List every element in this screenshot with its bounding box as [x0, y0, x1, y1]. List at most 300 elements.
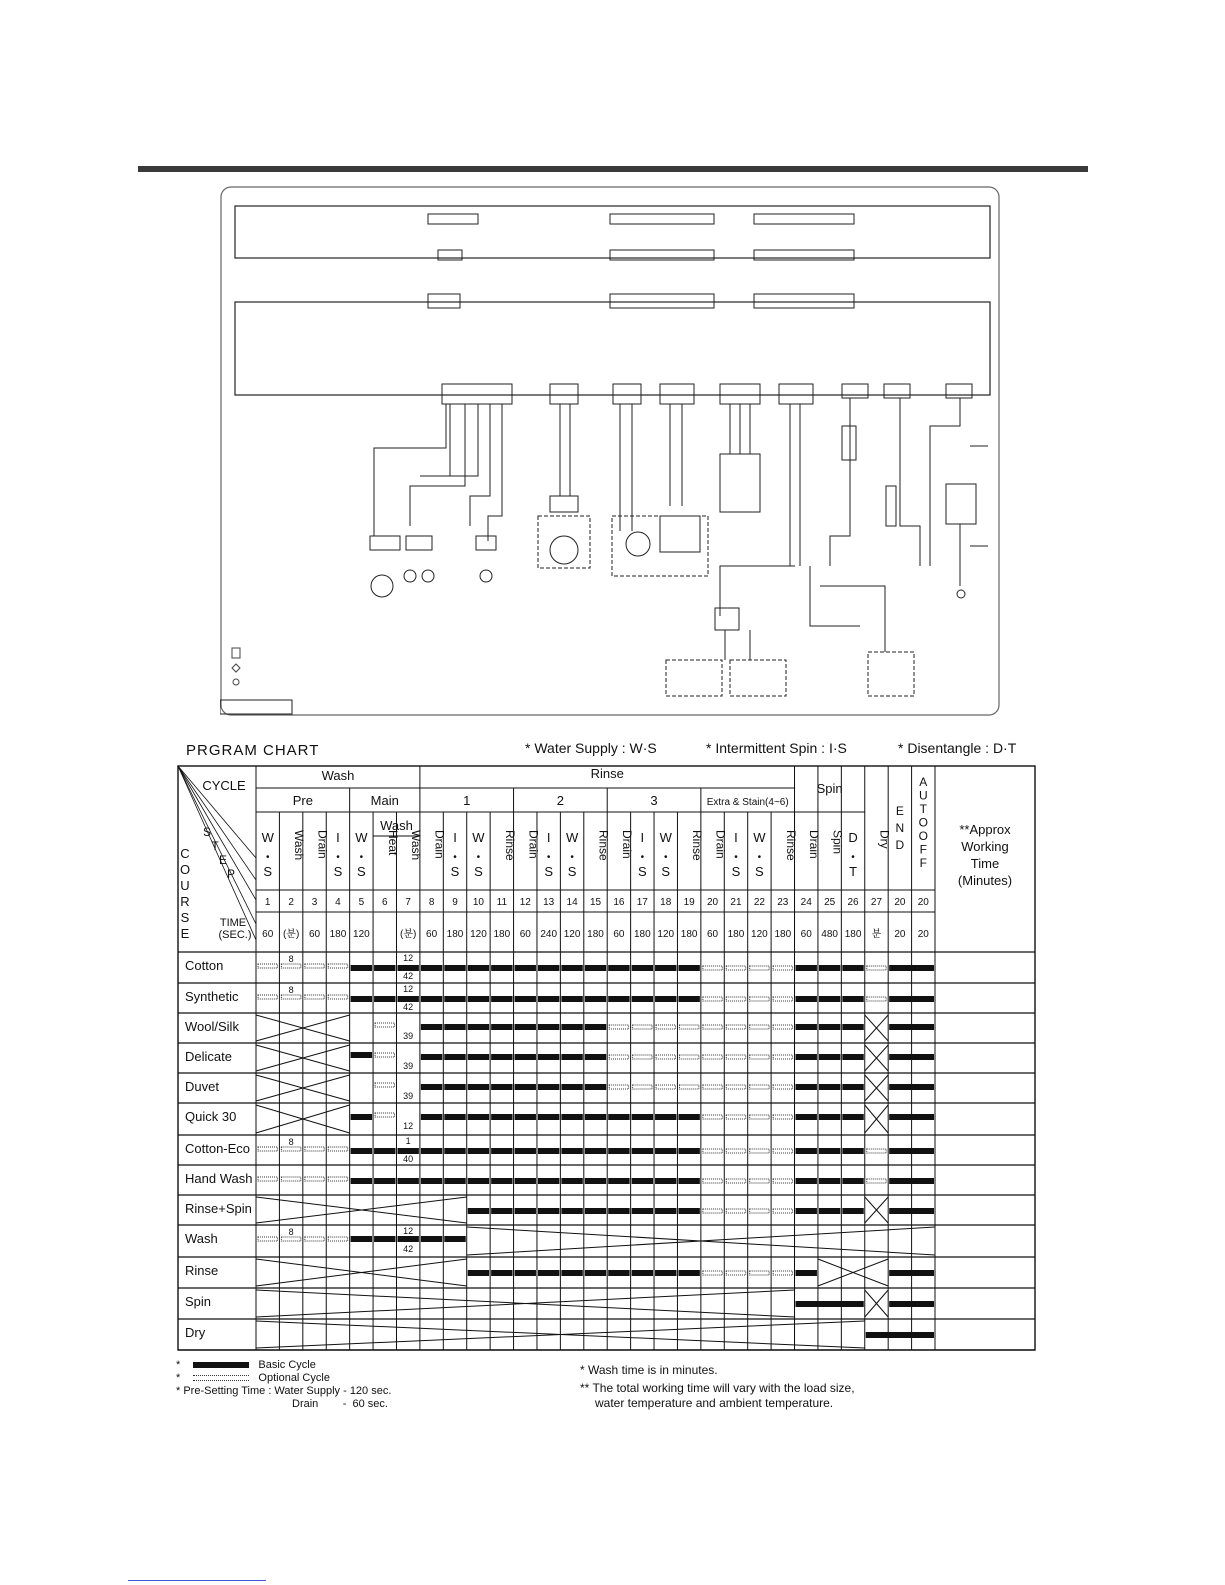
- basic-cycle-bar: [491, 965, 512, 971]
- basic-cycle-bar: [351, 996, 372, 1002]
- basic-cycle-bar: [491, 996, 512, 1002]
- step-abbrev-dot: •: [476, 852, 481, 863]
- optional-cycle-bar: [750, 1271, 769, 1275]
- step-time: 120: [657, 929, 675, 940]
- main-wash-minutes: 12: [403, 1121, 414, 1131]
- optional-cycle-bar: [773, 1179, 792, 1183]
- course-letter: S: [180, 910, 190, 925]
- optional-cycle-bar: [750, 1179, 769, 1183]
- step-number: 16: [613, 897, 625, 908]
- basic-cycle-bar: [632, 1148, 653, 1154]
- main-wash-minutes: 42: [403, 1244, 414, 1254]
- basic-cycle-bar: [351, 1178, 372, 1184]
- step-abbrev: I: [336, 830, 340, 845]
- step-time: 60: [613, 929, 625, 940]
- optional-cycle-bar: [281, 1147, 300, 1151]
- optional-cycle-bar: [750, 966, 769, 970]
- basic-cycle-bar: [796, 1208, 817, 1214]
- step-time: 180: [446, 929, 464, 940]
- course-name: Quick 30: [185, 1109, 237, 1124]
- step-abbrev: T: [849, 864, 858, 879]
- step-abbrev-dot: •: [663, 852, 668, 863]
- main-wash-label: Wash: [380, 818, 413, 833]
- step-time: 60: [800, 929, 812, 940]
- course-name: Spin: [185, 1294, 212, 1309]
- legend-basic-label: Basic Cycle: [258, 1359, 316, 1371]
- optional-cycle-bar: [679, 1025, 698, 1029]
- basic-cycle-bar: [421, 1178, 442, 1184]
- optional-cycle-bar: [328, 1177, 347, 1181]
- basic-cycle-bar: [538, 1084, 559, 1090]
- optional-cycle-bar: [750, 1085, 769, 1089]
- step-time: 20: [894, 929, 906, 940]
- basic-cycle-bar: [491, 1054, 512, 1060]
- basic-cycle-bar: [796, 1148, 817, 1154]
- note-total-time: ** The total working time will vary with the load size,: [580, 1381, 855, 1395]
- step-time: 120: [470, 929, 487, 940]
- legend-optional: * Optional Cycle: [176, 1372, 330, 1384]
- step-abbrev: I: [640, 830, 645, 845]
- basic-cycle-bar: [796, 1024, 817, 1030]
- basic-cycle-bar: [515, 1208, 536, 1214]
- optional-cycle-bar: [773, 966, 792, 970]
- basic-cycle-bar: [351, 965, 372, 971]
- basic-cycle-bar: [351, 1052, 372, 1058]
- basic-cycle-bar: [491, 1024, 512, 1030]
- step-time: 60: [308, 929, 321, 940]
- step-abbrev: W: [565, 830, 579, 845]
- step-abbrev: S: [450, 864, 460, 879]
- course-name: Duvet: [185, 1079, 219, 1094]
- note-temperature: water temperature and ambient temperature.: [595, 1396, 834, 1410]
- optional-cycle-swatch: [193, 1375, 249, 1381]
- optional-cycle-bar: [609, 1055, 628, 1059]
- basic-cycle-bar: [889, 965, 934, 971]
- basic-cycle-bar: [515, 1054, 536, 1060]
- step-number: 21: [730, 897, 742, 908]
- course-name: Hand Wash: [185, 1171, 253, 1186]
- optional-cycle-bar: [773, 1025, 792, 1029]
- optional-cycle-bar: [703, 1271, 722, 1275]
- step-abbrev: I: [546, 830, 551, 845]
- step-number: 27: [870, 897, 883, 908]
- basic-cycle-bar: [561, 996, 582, 1002]
- step-abbrev-dot: •: [570, 852, 574, 863]
- main-wash-minutes: 12: [403, 953, 414, 963]
- basic-cycle-bar: [632, 965, 653, 971]
- optional-cycle-bar: [258, 1147, 277, 1151]
- basic-cycle-bar: [842, 1148, 863, 1154]
- step-label: Rinse: [690, 830, 705, 861]
- step-label: Drain: [619, 830, 634, 859]
- optional-cycle-bar: [609, 1025, 628, 1029]
- optional-cycle-bar: [281, 1237, 300, 1241]
- course-name: Rinse+Spin: [185, 1201, 252, 1216]
- course-letter: R: [180, 894, 190, 909]
- optional-cycle-bar: [656, 1085, 675, 1089]
- basic-cycle-bar: [678, 1178, 699, 1184]
- basic-cycle-swatch: [193, 1362, 249, 1368]
- abbr-disentangle: * Disentangle : D·T: [898, 740, 1017, 756]
- basic-cycle-bar: [842, 1208, 863, 1214]
- chart-title: PRGRAM CHART: [186, 742, 320, 759]
- basic-cycle-bar: [889, 1084, 934, 1090]
- optional-cycle-bar: [656, 1055, 675, 1059]
- basic-cycle-bar: [655, 1208, 676, 1214]
- basic-cycle-bar: [796, 1084, 817, 1090]
- basic-cycle-bar: [515, 1084, 536, 1090]
- basic-cycle-bar: [397, 1236, 418, 1242]
- basic-cycle-bar: [819, 1054, 840, 1060]
- step-label: Wash: [292, 830, 307, 861]
- basic-cycle-bar: [842, 1024, 863, 1030]
- legend-basic: * Basic Cycle: [176, 1359, 316, 1371]
- footer-underline: [128, 1580, 266, 1581]
- step-abbrev: I: [734, 830, 738, 845]
- basic-cycle-bar: [561, 1270, 582, 1276]
- basic-cycle-bar: [515, 1148, 536, 1154]
- step-abbrev: S: [544, 864, 554, 879]
- legend-optional-label: Optional Cycle: [258, 1372, 330, 1384]
- abbr-intermittent-spin: * Intermittent Spin : I·S: [706, 740, 847, 756]
- auto-off-letter: U: [918, 788, 928, 803]
- basic-cycle-bar: [819, 1178, 840, 1184]
- step-number: 2: [288, 897, 294, 908]
- rinse-group-number: Extra & Stain(4~6): [706, 797, 789, 808]
- basic-cycle-bar: [889, 1024, 934, 1030]
- optional-cycle-bar: [726, 1209, 745, 1213]
- optional-cycle-bar: [258, 964, 277, 968]
- optional-cycle-bar: [633, 1085, 652, 1089]
- course-name: Delicate: [185, 1049, 232, 1064]
- step-abbrev: S: [474, 864, 483, 879]
- optional-cycle-bar: [750, 1209, 769, 1213]
- step-abbrev: S: [731, 864, 741, 879]
- step-number: 14: [566, 897, 578, 908]
- step-abbrev-dot: •: [265, 852, 270, 863]
- optional-cycle-bar: [656, 1025, 675, 1029]
- basic-cycle-bar: [421, 1148, 442, 1154]
- pre-wash-minutes: 8: [288, 1137, 294, 1147]
- step-abbrev: W: [472, 830, 485, 845]
- basic-cycle-bar: [444, 1024, 465, 1030]
- step-number: 23: [777, 897, 789, 908]
- note-wash-time: * Wash time is in minutes.: [580, 1363, 718, 1377]
- optional-cycle-bar: [867, 1149, 886, 1153]
- step-label: Wash: [409, 830, 424, 861]
- basic-cycle-bar: [491, 1270, 512, 1276]
- end-letter: E: [895, 804, 904, 818]
- basic-cycle-bar: [585, 965, 606, 971]
- main-wash-minutes: 42: [403, 971, 414, 981]
- basic-cycle-bar: [585, 1178, 606, 1184]
- basic-cycle-bar: [538, 996, 559, 1002]
- step-number: 20: [707, 897, 719, 908]
- basic-cycle-bar: [468, 1178, 489, 1184]
- step-abbrev-dot: •: [734, 852, 738, 863]
- step-time: 120: [563, 929, 581, 940]
- basic-cycle-bar: [889, 1208, 934, 1214]
- step-number: 4: [335, 897, 341, 908]
- abbr-water-supply: * Water Supply : W·S: [525, 740, 657, 756]
- basic-cycle-bar: [632, 996, 653, 1002]
- cycle-label: CYCLE: [202, 778, 246, 793]
- basic-cycle-bar: [421, 996, 442, 1002]
- step-number: 11: [496, 897, 508, 908]
- basic-cycle-bar: [538, 965, 559, 971]
- step-number: 8: [428, 897, 435, 908]
- legend-presetting-1: * Pre-Setting Time : Water Supply - 120 sec.: [176, 1385, 392, 1397]
- basic-cycle-bar: [561, 1148, 582, 1154]
- basic-cycle-bar: [538, 1178, 559, 1184]
- course-name: Wash: [185, 1231, 218, 1246]
- auto-off-letter: F: [919, 842, 927, 857]
- approx-label: Time: [970, 856, 1000, 871]
- basic-cycle-bar: [655, 996, 676, 1002]
- basic-cycle-bar: [678, 996, 699, 1002]
- basic-cycle-bar: [796, 965, 817, 971]
- approx-label: **Approx: [959, 822, 1011, 837]
- basic-cycle-bar: [678, 1114, 699, 1120]
- optional-cycle-bar: [703, 1025, 722, 1029]
- optional-cycle-bar: [328, 1147, 347, 1151]
- optional-cycle-bar: [258, 1237, 277, 1241]
- step-abbrev: S: [357, 864, 366, 879]
- step-abbrev-dot: •: [453, 852, 457, 863]
- step-abbrev: S: [567, 864, 577, 879]
- basic-cycle-bar: [678, 1270, 699, 1276]
- optional-cycle-bar: [375, 1113, 394, 1117]
- basic-cycle-bar: [374, 1178, 395, 1184]
- basic-cycle-bar: [585, 1024, 606, 1030]
- step-time: 180: [633, 929, 651, 940]
- course-letter: C: [180, 846, 190, 861]
- optional-cycle-bar: [703, 966, 722, 970]
- basic-cycle-bar: [374, 1148, 395, 1154]
- step-time: 20: [917, 929, 929, 940]
- basic-cycle-bar: [421, 1236, 442, 1242]
- step-time: 60: [707, 929, 719, 940]
- wash-group-label: Wash: [321, 768, 355, 783]
- auto-off-letter: O: [918, 829, 928, 843]
- basic-cycle-bar: [585, 1270, 606, 1276]
- optional-cycle-bar: [867, 997, 886, 1001]
- main-wash-minutes: 42: [403, 1002, 414, 1012]
- basic-cycle-bar: [538, 1208, 559, 1214]
- basic-cycle-bar: [491, 1178, 512, 1184]
- basic-cycle-bar: [468, 1054, 489, 1060]
- legend-presetting-2: Drain - 60 sec.: [292, 1398, 388, 1410]
- basic-cycle-bar: [397, 1178, 418, 1184]
- basic-cycle-bar: [655, 1270, 676, 1276]
- optional-cycle-bar: [258, 995, 277, 999]
- basic-cycle-bar: [608, 1178, 629, 1184]
- step-time: 180: [493, 929, 511, 940]
- step-time: 180: [727, 929, 745, 940]
- optional-cycle-bar: [726, 1025, 745, 1029]
- step-number: 12: [519, 897, 531, 908]
- basic-cycle-bar: [468, 1114, 489, 1120]
- optional-cycle-bar: [703, 1179, 722, 1183]
- step-time: 180: [329, 929, 347, 940]
- basic-cycle-bar: [515, 1024, 536, 1030]
- step-label: Drain: [713, 830, 728, 859]
- course-letter: O: [179, 862, 191, 877]
- basic-cycle-bar: [632, 1178, 653, 1184]
- basic-cycle-bar: [444, 996, 465, 1002]
- basic-cycle-bar: [608, 1114, 629, 1120]
- auto-off-letter: A: [919, 775, 928, 789]
- optional-cycle-bar: [703, 997, 722, 1001]
- optional-cycle-bar: [679, 1055, 698, 1059]
- optional-cycle-bar: [773, 1055, 792, 1059]
- basic-cycle-bar: [515, 996, 536, 1002]
- auto-off-letter: T: [919, 802, 927, 816]
- end-letter: N: [895, 821, 905, 835]
- step-abbrev: S: [637, 864, 647, 879]
- basic-cycle-bar: [351, 1236, 372, 1242]
- optional-cycle-bar: [773, 1115, 792, 1119]
- optional-cycle-bar: [773, 1149, 792, 1153]
- optional-cycle-bar: [726, 1271, 745, 1275]
- step-abbrev: W: [261, 830, 274, 845]
- optional-cycle-bar: [726, 1179, 745, 1183]
- step-number: 13: [543, 897, 555, 908]
- main-wash-minutes: 39: [403, 1031, 414, 1041]
- basic-cycle-bar: [889, 1114, 934, 1120]
- rinse-group-number: 2: [556, 793, 564, 808]
- basic-cycle-bar: [889, 1301, 934, 1307]
- basic-cycle-bar: [444, 1178, 465, 1184]
- step-abbrev: S: [263, 864, 273, 879]
- basic-cycle-bar: [819, 1084, 840, 1090]
- optional-cycle-bar: [375, 1053, 394, 1057]
- optional-cycle-bar: [305, 995, 324, 999]
- course-name: Rinse: [185, 1263, 219, 1278]
- optional-cycle-bar: [328, 995, 347, 999]
- main-label: Main: [370, 793, 399, 808]
- basic-cycle-bar: [632, 1208, 653, 1214]
- basic-cycle-bar: [374, 965, 395, 971]
- optional-cycle-bar: [703, 1085, 722, 1089]
- step-time: 120: [353, 929, 370, 940]
- basic-cycle-bar: [561, 1178, 582, 1184]
- basic-cycle-bar: [842, 1114, 863, 1120]
- basic-cycle-bar: [538, 1054, 559, 1060]
- step-time: (분): [282, 929, 300, 940]
- step-abbrev: S: [333, 864, 343, 879]
- auto-off-letter: F: [919, 856, 927, 870]
- main-wash-minutes: 12: [403, 1226, 414, 1236]
- step-number: 26: [847, 897, 859, 908]
- basic-cycle-bar: [842, 1178, 863, 1184]
- basic-cycle-bar: [561, 1024, 582, 1030]
- time-unit-label: (SEC.): [218, 929, 252, 941]
- basic-cycle-bar: [608, 1270, 629, 1276]
- step-number: 10: [472, 897, 484, 908]
- step-number: 25: [824, 897, 836, 908]
- step-label: Drain: [315, 830, 330, 859]
- course-name: Dry: [185, 1325, 206, 1340]
- main-wash-minutes: 12: [403, 984, 414, 994]
- optional-cycle-bar: [305, 1177, 324, 1181]
- basic-cycle-bar: [444, 1114, 465, 1120]
- optional-cycle-bar: [375, 1023, 394, 1027]
- optional-cycle-bar: [773, 997, 792, 1001]
- step-abbrev: W: [659, 830, 672, 845]
- basic-cycle-bar: [444, 1148, 465, 1154]
- optional-cycle-bar: [773, 1209, 792, 1213]
- optional-cycle-bar: [305, 964, 324, 968]
- basic-cycle-bar: [585, 996, 606, 1002]
- rinse-group-number: 3: [650, 793, 658, 808]
- course-name: Wool/Silk: [185, 1019, 239, 1034]
- basic-cycle-bar: [538, 1024, 559, 1030]
- optional-cycle-bar: [703, 1055, 722, 1059]
- step-time: 180: [587, 929, 604, 940]
- basic-cycle-bar: [608, 1148, 629, 1154]
- basic-cycle-bar: [889, 1148, 934, 1154]
- basic-cycle-bar: [655, 1178, 676, 1184]
- optional-cycle-bar: [258, 1177, 277, 1181]
- basic-cycle-bar: [608, 996, 629, 1002]
- optional-cycle-bar: [328, 964, 347, 968]
- step-number: 19: [683, 897, 695, 908]
- basic-cycle-bar: [796, 1301, 864, 1307]
- basic-cycle-bar: [632, 1270, 653, 1276]
- optional-cycle-bar: [750, 1149, 769, 1153]
- step-abbrev: D: [848, 830, 858, 845]
- basic-cycle-bar: [796, 1114, 817, 1120]
- basic-cycle-bar: [421, 1114, 442, 1120]
- basic-cycle-bar: [608, 965, 629, 971]
- optional-cycle-bar: [305, 1147, 324, 1151]
- step-number: 22: [753, 897, 765, 908]
- step-number: 1: [264, 897, 271, 908]
- step-time: 60: [426, 929, 438, 940]
- step-label: Spin: [830, 830, 845, 855]
- step-time: 60: [519, 929, 531, 940]
- step-time: 60: [262, 929, 274, 940]
- spin-group-label: Spin: [816, 781, 843, 796]
- basic-cycle-bar: [468, 1208, 489, 1214]
- step-number: 18: [660, 897, 672, 908]
- step-abbrev: S: [661, 864, 671, 879]
- optional-cycle-bar: [703, 1115, 722, 1119]
- basic-cycle-bar: [842, 1054, 863, 1060]
- basic-cycle-bar: [444, 1054, 465, 1060]
- basic-cycle-bar: [561, 1208, 582, 1214]
- basic-cycle-bar: [889, 996, 934, 1002]
- basic-cycle-bar: [374, 996, 395, 1002]
- optional-cycle-bar: [375, 1083, 394, 1087]
- time-label: TIME: [219, 917, 247, 929]
- step-label: Heat: [385, 830, 400, 856]
- optional-cycle-bar: [703, 1209, 722, 1213]
- step-number: 7: [405, 897, 411, 908]
- basic-cycle-bar: [468, 1024, 489, 1030]
- optional-cycle-bar: [633, 1055, 652, 1059]
- step-label: Rinse: [783, 830, 798, 861]
- basic-cycle-bar: [585, 1114, 606, 1120]
- main-wash-minutes: 39: [403, 1061, 414, 1071]
- basic-cycle-bar: [491, 1114, 512, 1120]
- basic-cycle-bar: [866, 1332, 934, 1338]
- basic-cycle-bar: [421, 1054, 442, 1060]
- basic-cycle-bar: [655, 1148, 676, 1154]
- basic-cycle-bar: [678, 1208, 699, 1214]
- basic-cycle-bar: [444, 1236, 465, 1242]
